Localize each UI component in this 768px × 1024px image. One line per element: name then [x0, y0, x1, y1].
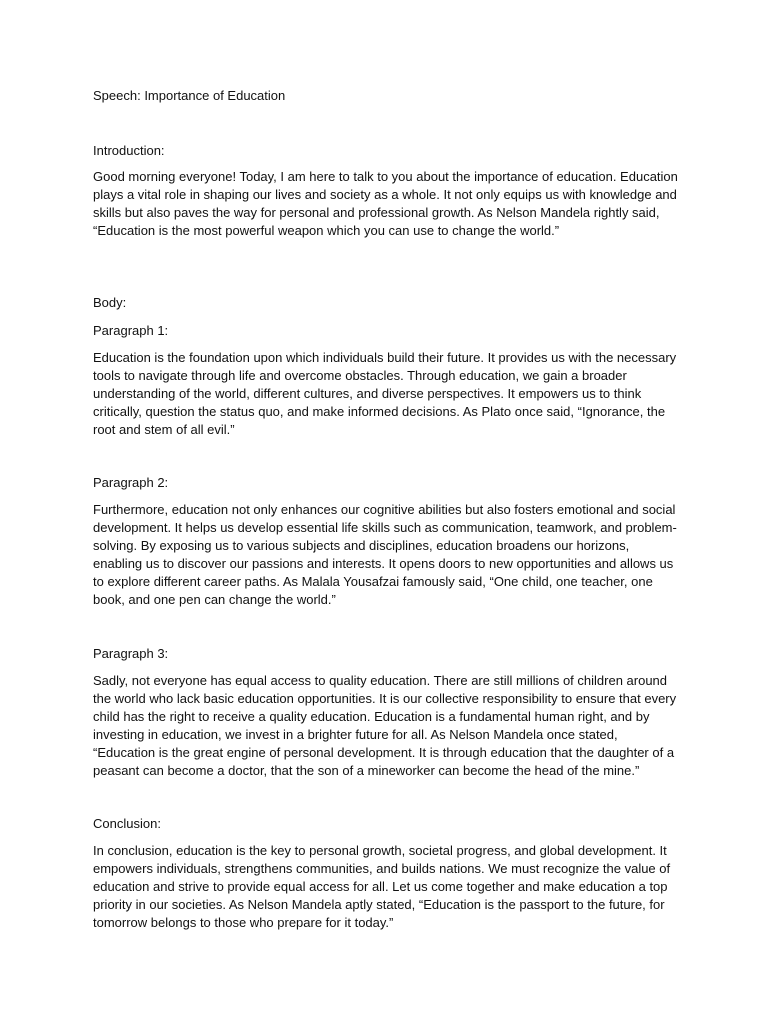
paragraph-2-label: Paragraph 2:	[93, 475, 169, 490]
paragraph-3-text: Sadly, not everyone has equal access to quality education. There are still millions of children around the world who lack basic education opportunities. It is our collective responsibility to ensure that every child has the right to receive a quality education. Education is a fundamental human right, and by investing in education, we invest in a brighter future for all. As Nelson Mandela once stated, “Education is the great engine of personal development. It is through education that the daughter of a peasant can become a doctor, that the son of a mineworker can become the head of the mine.”	[93, 673, 677, 778]
body-heading: Body:	[93, 295, 127, 310]
paragraph-3-label: Paragraph 3:	[93, 646, 169, 661]
introduction-heading: Introduction:	[93, 143, 165, 158]
introduction-paragraph: Good morning everyone! Today, I am here to talk to you about the importance of education. Education plays a vital role in shaping our lives and society as a whole. It not only equips us with knowledge and skills but also paves the way for personal and professional growth. As Nelson Mandela rightly said, “Education is the most powerful weapon which you can use to change the world.”	[93, 169, 678, 238]
speech-title: Speech: Importance of Education	[93, 88, 286, 103]
paragraph-1-text: Education is the foundation upon which individuals build their future. It provides us with the necessary tools to navigate through life and overcome obstacles. Through education, we gain a broader understanding of the world, different cultures, and diverse perspectives. It empowers us to think critically, question the status quo, and make informed decisions. As Plato once said, “Ignorance, the root and stem of all evil.”	[93, 350, 677, 437]
conclusion-heading: Conclusion:	[93, 816, 161, 831]
conclusion-paragraph: In conclusion, education is the key to personal growth, societal progress, and global development. It empowers individuals, strengthens communities, and builds nations. We must recognize the value of education and strive to provide equal access for all. Let us come together and make education a top priority in our societies. As Nelson Mandela aptly stated, “Education is the passport to the future, for tomorrow belongs to those who prepare for it today.”	[93, 843, 671, 930]
paragraph-2-text: Furthermore, education not only enhances our cognitive abilities but also fosters emotional and social development. It helps us develop essential life skills such as communication, teamwork, and problem-solving. By exposing us to various subjects and disciplines, education broadens our horizons, enabling us to discover our passions and interests. It opens doors to new opportunities and allows us to explore different career paths. As Malala Yousafzai famously said, “One child, one teacher, one book, and one pen can change the world.”	[93, 502, 677, 607]
paragraph-1-label: Paragraph 1:	[93, 323, 169, 338]
